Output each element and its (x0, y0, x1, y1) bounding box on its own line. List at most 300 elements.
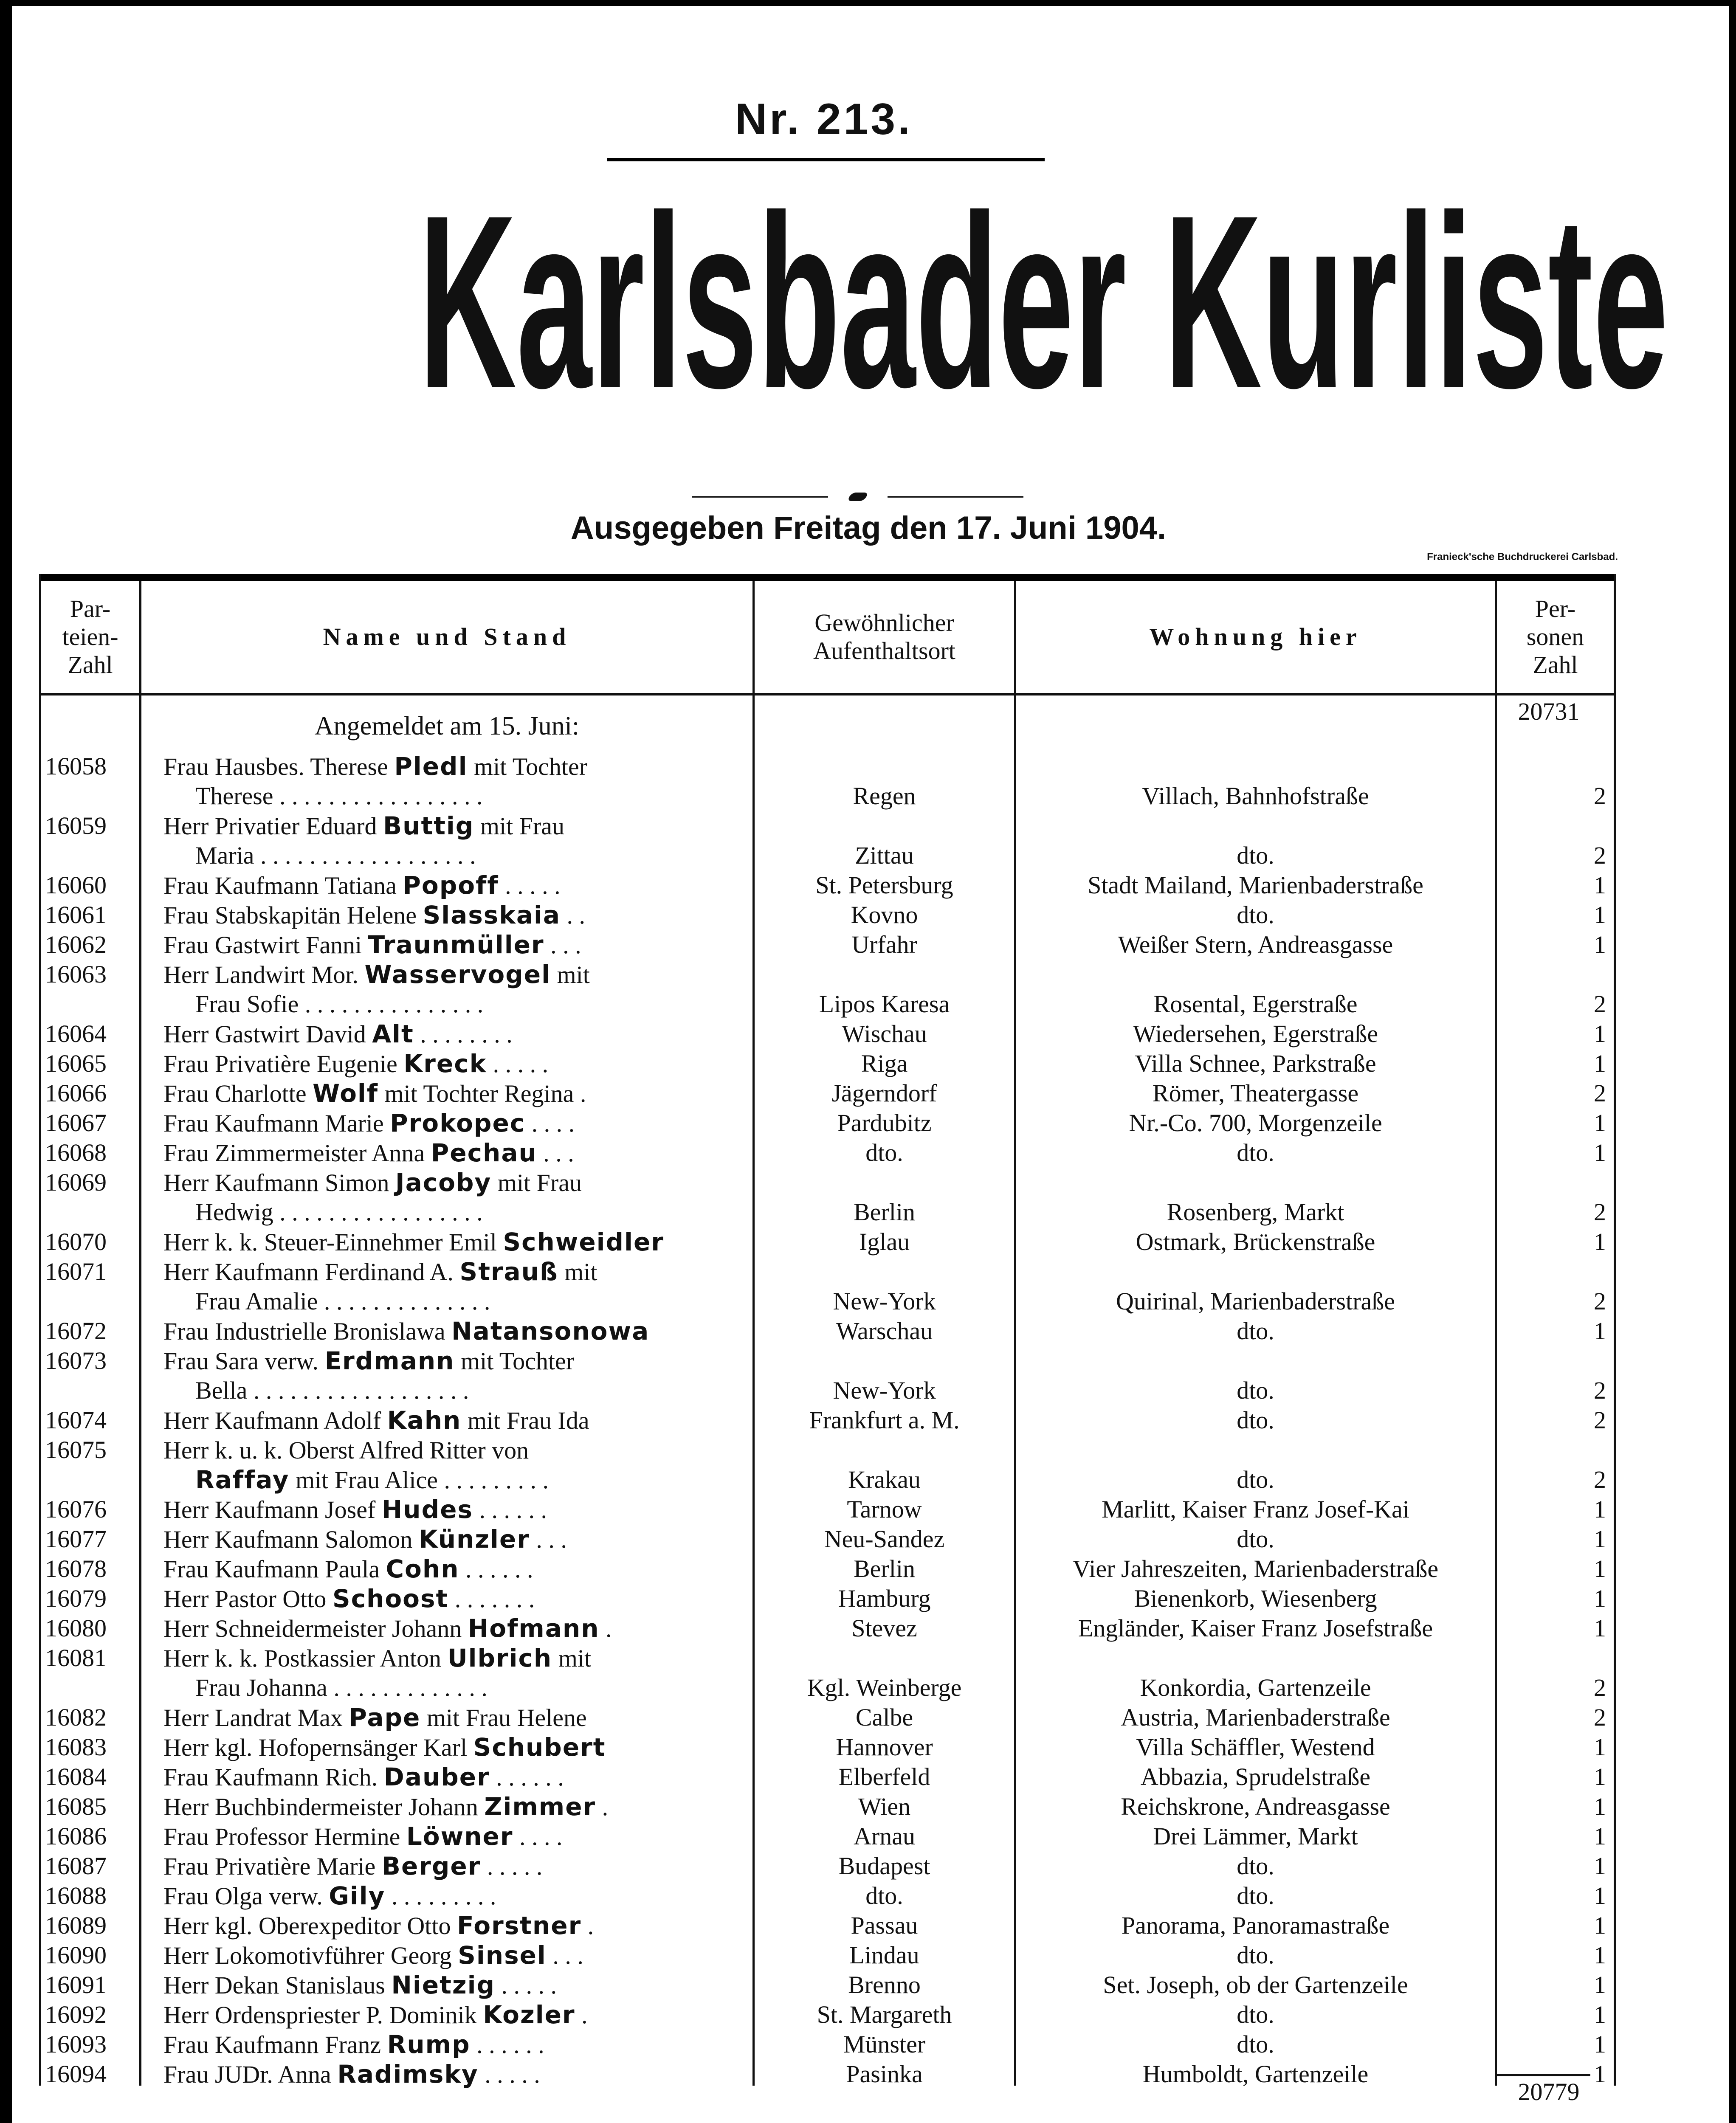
party-number: 16094 (45, 2060, 107, 2088)
home-town: Hannover (836, 1733, 933, 1761)
party-number: 16071 (45, 1258, 107, 1285)
party-number: 16074 (45, 1406, 107, 1434)
table-row (0, 1911, 1736, 1940)
column-header-lodging (1016, 583, 1495, 691)
lodging: Marlitt, Kaiser Franz Josef-Kai (1102, 1495, 1409, 1523)
party-number: 16092 (45, 2001, 107, 2028)
guest-name-part: mit Frau Alice . . . . . . . . . (289, 1466, 549, 1494)
column-header-lodging-text: Wohnung hier (1149, 623, 1362, 650)
persons-count: 1 (1594, 1822, 1606, 1850)
lodging: Rosenberg, Markt (1167, 1198, 1344, 1226)
table-row (0, 811, 1736, 870)
persons-count-cell (1497, 1554, 1614, 1584)
persons-count-cell (1497, 1465, 1614, 1495)
guest-name (163, 1792, 745, 1822)
guest-name-part: Herr Kaufmann Ferdinand A. (163, 1258, 460, 1286)
table-header-rule (39, 693, 1615, 695)
ornament-line-right (888, 496, 1023, 498)
issue-underline (607, 158, 1045, 161)
lodging: Ostmark, Brückenstraße (1136, 1228, 1375, 1256)
ornament-line-left (692, 496, 828, 498)
home-town: New-York (833, 1287, 936, 1315)
persons-count: 1 (1594, 1228, 1606, 1256)
guest-name-part: . . . . . . . . . (385, 1882, 496, 1910)
party-number: 16072 (45, 1317, 107, 1345)
persons-count-cell (1497, 1673, 1614, 1703)
guest-name-part: mit (552, 1644, 592, 1672)
guest-name-line (163, 2030, 745, 2059)
guest-name (163, 900, 745, 930)
guest-name-line (163, 1970, 745, 2000)
issue-number: Nr. 213. (735, 95, 913, 144)
guest-name-part: . . . (546, 1942, 583, 1969)
persons-count-cell (1497, 1108, 1614, 1138)
table-row (0, 1643, 1736, 1703)
guest-name-part: . . . (537, 1139, 574, 1167)
lodging: dto. (1237, 2001, 1274, 2028)
party-number: 16089 (45, 1912, 107, 1939)
persons-count-cell (1497, 841, 1614, 870)
lodging: Villach, Bahnhofstraße (1142, 782, 1369, 810)
scan-border-top (0, 0, 1736, 6)
table-row (0, 2059, 1736, 2089)
lodging: dto. (1237, 2030, 1274, 2058)
persons-count: 1 (1594, 1733, 1606, 1761)
persons-count-cell (1497, 989, 1614, 1019)
persons-count: 1 (1594, 1793, 1606, 1820)
home-town: dto. (865, 1882, 903, 1909)
guest-surname: Zimmer (484, 1792, 596, 1821)
party-number: 16058 (45, 752, 107, 780)
lodging: Quirinal, Marienbaderstraße (1116, 1287, 1395, 1315)
table-row (0, 960, 1736, 1019)
home-town: Pasinka (846, 2060, 923, 2088)
home-town: Münster (843, 2030, 926, 2058)
party-number: 16068 (45, 1139, 107, 1166)
lodging: Vier Jahreszeiten, Marienbaderstraße (1072, 1555, 1439, 1582)
party-number: 16081 (45, 1644, 107, 1672)
persons-count-cell (1497, 1049, 1614, 1078)
home-town: Kgl. Weinberge (807, 1674, 962, 1701)
guest-name-part: Herr Pastor Otto (163, 1585, 333, 1613)
guest-surname: Erdmann (324, 1346, 455, 1375)
guest-name (163, 1524, 745, 1554)
persons-count-cell (1497, 1911, 1614, 1940)
guest-surname: Schweidler (503, 1228, 664, 1256)
guest-surname: Slasskaia (423, 901, 561, 929)
party-number: 16063 (45, 960, 107, 988)
party-number: 16078 (45, 1555, 107, 1582)
guest-name-line (163, 1316, 745, 1346)
guest-name-line (163, 1435, 745, 1465)
home-town: Tarnow (847, 1495, 922, 1523)
guest-name-part: Herr Kaufmann Simon (163, 1169, 396, 1197)
guest-name-part: Frau Kaufmann Marie (163, 1109, 390, 1137)
guest-name-line (163, 1762, 745, 1792)
guest-name-part: . . . . . . . . (414, 1020, 513, 1048)
home-town: Calbe (855, 1703, 913, 1731)
guest-name-part: Herr Ordenspriester P. Dominik (163, 2001, 483, 2029)
lodging: dto. (1237, 901, 1274, 929)
table-row (0, 1227, 1736, 1257)
home-town: Warschau (836, 1317, 933, 1345)
guest-name-line (163, 1822, 745, 1851)
home-town: Zittau (855, 842, 914, 869)
guest-name-continuation: Frau Sofie . . . . . . . . . . . . . . . (195, 990, 484, 1018)
party-number: 16093 (45, 2030, 107, 2058)
guest-name (163, 1881, 745, 1911)
persons-count: 1 (1594, 1941, 1606, 1969)
guest-name-continuation (163, 1465, 745, 1495)
persons-count-cell (1497, 1613, 1614, 1643)
guest-name-part: . . . . . . (459, 1555, 533, 1583)
guest-name-part: mit Tochter (468, 753, 588, 780)
persons-count: 1 (1594, 1852, 1606, 1880)
persons-count: 1 (1594, 1585, 1606, 1612)
persons-count-cell (1497, 1227, 1614, 1257)
persons-count-cell (1497, 1019, 1614, 1049)
guest-surname: Schoost (332, 1584, 449, 1613)
lodging: Humboldt, Gartenzeile (1142, 2060, 1369, 2088)
guest-name-line (163, 1019, 745, 1049)
persons-count-cell (1497, 1732, 1614, 1762)
guest-name-line (163, 1049, 745, 1078)
guest-name-part: Herr Landwirt Mor. (163, 961, 365, 988)
guest-surname: Berger (381, 1852, 481, 1881)
guest-name-line (163, 1108, 745, 1138)
guest-name-part: . . . . . (478, 2061, 540, 2088)
guest-name (163, 752, 745, 811)
guest-name (163, 1554, 745, 1584)
home-town: Riga (861, 1050, 908, 1077)
guest-name (163, 1405, 745, 1435)
home-town: Urfahr (851, 931, 917, 958)
table-row (0, 1613, 1736, 1643)
persons-count: 1 (1594, 931, 1606, 958)
guest-surname: Hudes (381, 1495, 473, 1524)
home-town: Passau (851, 1912, 918, 1939)
lodging: Weißer Stern, Andreasgasse (1118, 931, 1393, 958)
guest-name-part: mit Frau Ida (461, 1407, 589, 1434)
home-town: Budapest (838, 1852, 930, 1880)
party-number: 16086 (45, 1822, 107, 1850)
guest-name-continuation: Bella . . . . . . . . . . . . . . . . . . (195, 1377, 469, 1404)
lodging: dto. (1237, 1882, 1274, 1909)
guest-name-line (163, 870, 745, 900)
lodging: Römer, Theatergasse (1152, 1079, 1359, 1107)
guest-name (163, 930, 745, 960)
guest-name-line (163, 960, 745, 989)
lodging: Austria, Marienbaderstraße (1121, 1703, 1390, 1731)
guest-name (163, 1970, 745, 2000)
guest-name-line (163, 1524, 745, 1554)
home-town: St. Petersburg (815, 871, 953, 899)
table-row (0, 1524, 1736, 1554)
guest-surname: Popoff (403, 871, 499, 900)
column-header-home-text: Gewöhnlicher Aufenthaltsort (813, 609, 956, 664)
guest-name-part: Frau Industrielle Bronislawa (163, 1318, 452, 1345)
column-header-name-text: Name und Stand (323, 623, 571, 650)
guest-name (163, 1227, 745, 1257)
persons-count: 2 (1594, 1198, 1606, 1226)
guest-name-part: Herr k. u. k. Oberst Alfred Ritter von (163, 1436, 529, 1464)
party-number: 16065 (45, 1050, 107, 1077)
party-number: 16080 (45, 1614, 107, 1642)
lodging: Villa Schnee, Parkstraße (1135, 1050, 1376, 1077)
guest-name (163, 1762, 745, 1792)
table-row (0, 1495, 1736, 1524)
persons-count: 1 (1594, 1139, 1606, 1166)
party-number: 16090 (45, 1941, 107, 1969)
table-row (0, 2030, 1736, 2059)
persons-count: 2 (1594, 1079, 1606, 1107)
ornament-diamond-icon (847, 493, 869, 501)
guest-surname: Löwner (406, 1822, 513, 1851)
guest-surname: Natansonowa (451, 1317, 650, 1346)
guest-name-line (163, 1257, 745, 1287)
guest-name-part: . . . . . (499, 872, 561, 899)
lodging: Abbazia, Sprudelstraße (1140, 1763, 1371, 1791)
guest-name-part: . . . (530, 1526, 567, 1553)
guest-name-part: mit Tochter (454, 1347, 575, 1375)
table-row (0, 1881, 1736, 1911)
guest-surname: Kahn (387, 1406, 462, 1435)
lodging: dto. (1237, 1377, 1274, 1404)
lodging: dto. (1237, 842, 1274, 869)
table-row (0, 1049, 1736, 1078)
guest-name-line (163, 1405, 745, 1435)
guest-name-part: Herr Kaufmann Adolf (163, 1407, 387, 1434)
guest-surname: Strauß (459, 1257, 558, 1286)
ornament-divider (692, 493, 1023, 501)
persons-count-cell (1497, 1851, 1614, 1881)
persons-count-cell (1497, 1584, 1614, 1613)
guest-surname: Kozler (483, 2000, 575, 2029)
home-town: Lipos Karesa (819, 990, 950, 1018)
table-row (0, 1584, 1736, 1613)
column-header-number-text: Par- teien- Zahl (62, 595, 118, 679)
guest-surname: Forstner (457, 1911, 582, 1940)
party-number: 16061 (45, 901, 107, 929)
table-row (0, 930, 1736, 960)
guest-name-line (163, 900, 745, 930)
guest-surname: Gily (329, 1881, 386, 1910)
guest-name-part: Frau Kaufmann Franz (163, 2031, 387, 2058)
persons-count-cell (1497, 1524, 1614, 1554)
table-row (0, 1316, 1736, 1346)
guest-name-part: Frau Privatière Eugenie (163, 1050, 404, 1078)
guest-surname: Traunmüller (368, 930, 544, 959)
persons-count: 1 (1594, 1020, 1606, 1047)
guest-name-continuation: Frau Amalie . . . . . . . . . . . . . . (195, 1287, 490, 1315)
guest-name-line (163, 811, 745, 841)
guest-name (163, 870, 745, 900)
persons-count-cell (1497, 1703, 1614, 1732)
lodging: Drei Lämmer, Markt (1153, 1822, 1358, 1850)
persons-count: 2 (1594, 1703, 1606, 1731)
guest-surname: Prokopec (390, 1109, 526, 1138)
guest-name (163, 1435, 745, 1495)
party-number: 16066 (45, 1079, 107, 1107)
column-header-name (141, 583, 752, 691)
table-row (0, 1019, 1736, 1049)
persons-count-cell (1497, 1940, 1614, 1970)
guest-name (163, 1138, 745, 1168)
home-town: Berlin (854, 1198, 915, 1226)
persons-count-cell (1497, 1316, 1614, 1346)
persons-count-cell (1497, 900, 1614, 930)
party-number: 16075 (45, 1436, 107, 1464)
guest-surname: Alt (372, 1019, 414, 1048)
guest-name-part: Frau Sara verw. (163, 1347, 325, 1375)
guest-name (163, 1911, 745, 1940)
home-town: Frankfurt a. M. (809, 1406, 960, 1434)
persons-count-cell (1497, 1405, 1614, 1435)
guest-name (163, 1049, 745, 1078)
guest-name (163, 1019, 745, 1049)
guest-name-part: . (599, 1615, 612, 1642)
persons-count-cell (1497, 1495, 1614, 1524)
party-number: 16070 (45, 1228, 107, 1256)
guest-name-line (163, 1703, 745, 1732)
party-number: 16073 (45, 1347, 107, 1374)
guest-name-part: . . . (544, 931, 581, 959)
guest-name-part: Herr Kaufmann Salomon (163, 1526, 419, 1553)
table-top-rule (39, 574, 1615, 581)
table-row (0, 752, 1736, 811)
guest-name-line (163, 1078, 745, 1108)
guest-name (163, 1613, 745, 1643)
persons-count: 1 (1594, 1555, 1606, 1582)
guest-name-part: Frau Zimmermeister Anna (163, 1139, 431, 1167)
guest-name-part: . . . . . (487, 1050, 549, 1078)
guest-name-part: Herr Kaufmann Josef (163, 1496, 382, 1523)
guest-name-line (163, 1227, 745, 1257)
guest-name (163, 1078, 745, 1108)
guest-name-continuation: Maria . . . . . . . . . . . . . . . . . . (195, 842, 476, 869)
home-town: Regen (853, 782, 916, 810)
guest-surname: Sinsel (458, 1941, 547, 1970)
guest-name (163, 1495, 745, 1524)
table-row (0, 1346, 1736, 1405)
home-town: Wien (858, 1793, 911, 1820)
persons-count-cell (1497, 1792, 1614, 1822)
persons-count: 1 (1594, 1912, 1606, 1939)
lodging: Bienenkorb, Wiesenberg (1134, 1585, 1377, 1612)
guest-name-line (163, 2059, 745, 2089)
home-town: Iglau (859, 1228, 910, 1256)
persons-count-cell (1497, 1376, 1614, 1405)
guest-name-part: . . . . (513, 1823, 563, 1850)
guest-name-line (163, 1168, 745, 1197)
guest-name (163, 1316, 745, 1346)
persons-count: 2 (1594, 1674, 1606, 1701)
guest-name-part: . . (561, 901, 586, 929)
guest-name (163, 1703, 745, 1732)
guest-name-part: mit (558, 1258, 597, 1286)
table-row (0, 2000, 1736, 2030)
guest-surname: Jacoby (395, 1168, 492, 1197)
lodging: Set. Joseph, ob der Gartenzeile (1103, 1971, 1408, 1999)
lodging: dto. (1237, 1139, 1274, 1166)
guest-name-line (163, 1346, 745, 1376)
guest-name-line (163, 1911, 745, 1940)
persons-count-cell (1497, 781, 1614, 811)
guest-name-line (163, 1554, 745, 1584)
home-town: St. Margareth (817, 2001, 952, 2028)
guest-name-line (163, 1851, 745, 1881)
home-town: Krakau (848, 1466, 921, 1493)
guest-name-part: mit Tochter Regina . (378, 1080, 586, 1107)
table-row (0, 1078, 1736, 1108)
table-row (0, 1762, 1736, 1792)
party-number: 16091 (45, 1971, 107, 1999)
party-number: 16085 (45, 1793, 107, 1820)
lodging: Engländer, Kaiser Franz Josefstraße (1078, 1614, 1433, 1642)
persons-count-cell (1497, 930, 1614, 960)
persons-count: 1 (1594, 1614, 1606, 1642)
guest-name (163, 1346, 745, 1405)
table-row (0, 1792, 1736, 1822)
guest-surname: Künzler (418, 1525, 530, 1554)
guest-name-part: . (575, 2001, 588, 2029)
lodging: dto. (1237, 1852, 1274, 1880)
guest-name-part: Herr Gastwirt David (163, 1020, 372, 1048)
table-row (0, 1257, 1736, 1316)
guest-name-part: Frau Privatière Marie (163, 1853, 382, 1880)
table-row (0, 1168, 1736, 1227)
party-number: 16059 (45, 812, 107, 839)
persons-count: 1 (1594, 1050, 1606, 1077)
persons-count: 1 (1594, 1971, 1606, 1999)
guest-name (163, 1257, 745, 1316)
guest-name-part: Frau Hausbes. Therese (163, 753, 395, 780)
guest-name-part: Herr Lokomotivführer Georg (163, 1942, 458, 1969)
table-row (0, 870, 1736, 900)
guest-surname: Nietzig (391, 1971, 495, 1999)
home-town: Arnau (854, 1822, 915, 1850)
guest-surname: Raffay (195, 1465, 290, 1494)
party-number: 16088 (45, 1882, 107, 1909)
guest-surname: Ulbrich (447, 1644, 552, 1672)
persons-count: 2 (1594, 1406, 1606, 1434)
home-town: New-York (833, 1377, 936, 1404)
table-row (0, 1108, 1736, 1138)
party-number: 16077 (45, 1525, 107, 1553)
home-town: Jägerndorf (831, 1079, 937, 1107)
column-header-home (755, 583, 1014, 691)
guest-name (163, 1584, 745, 1613)
home-town: Brenno (848, 1971, 921, 1999)
lodging: dto. (1237, 1406, 1274, 1434)
lodging: Villa Schäffler, Westend (1136, 1733, 1375, 1761)
persons-count: 2 (1594, 1466, 1606, 1493)
guest-name-part: Herr kgl. Oberexpeditor Otto (163, 1912, 457, 1940)
guest-surname: Wasservogel (364, 960, 551, 989)
home-town: Hamburg (838, 1585, 931, 1612)
column-header-persons (1497, 583, 1614, 691)
guest-name-part: . . . . . . (490, 1763, 564, 1791)
guest-surname: Hofmann (468, 1614, 600, 1643)
masthead-title: Karlsbader Kurliste (418, 164, 1668, 439)
guest-name-part: Herr kgl. Hofopernsänger Karl (163, 1734, 473, 1761)
guest-surname: Buttig (383, 811, 474, 840)
persons-count: 2 (1594, 990, 1606, 1018)
persons-count-cell (1497, 2000, 1614, 2030)
party-number: 16084 (45, 1763, 107, 1791)
persons-count: 1 (1594, 2030, 1606, 2058)
guest-name (163, 811, 745, 870)
